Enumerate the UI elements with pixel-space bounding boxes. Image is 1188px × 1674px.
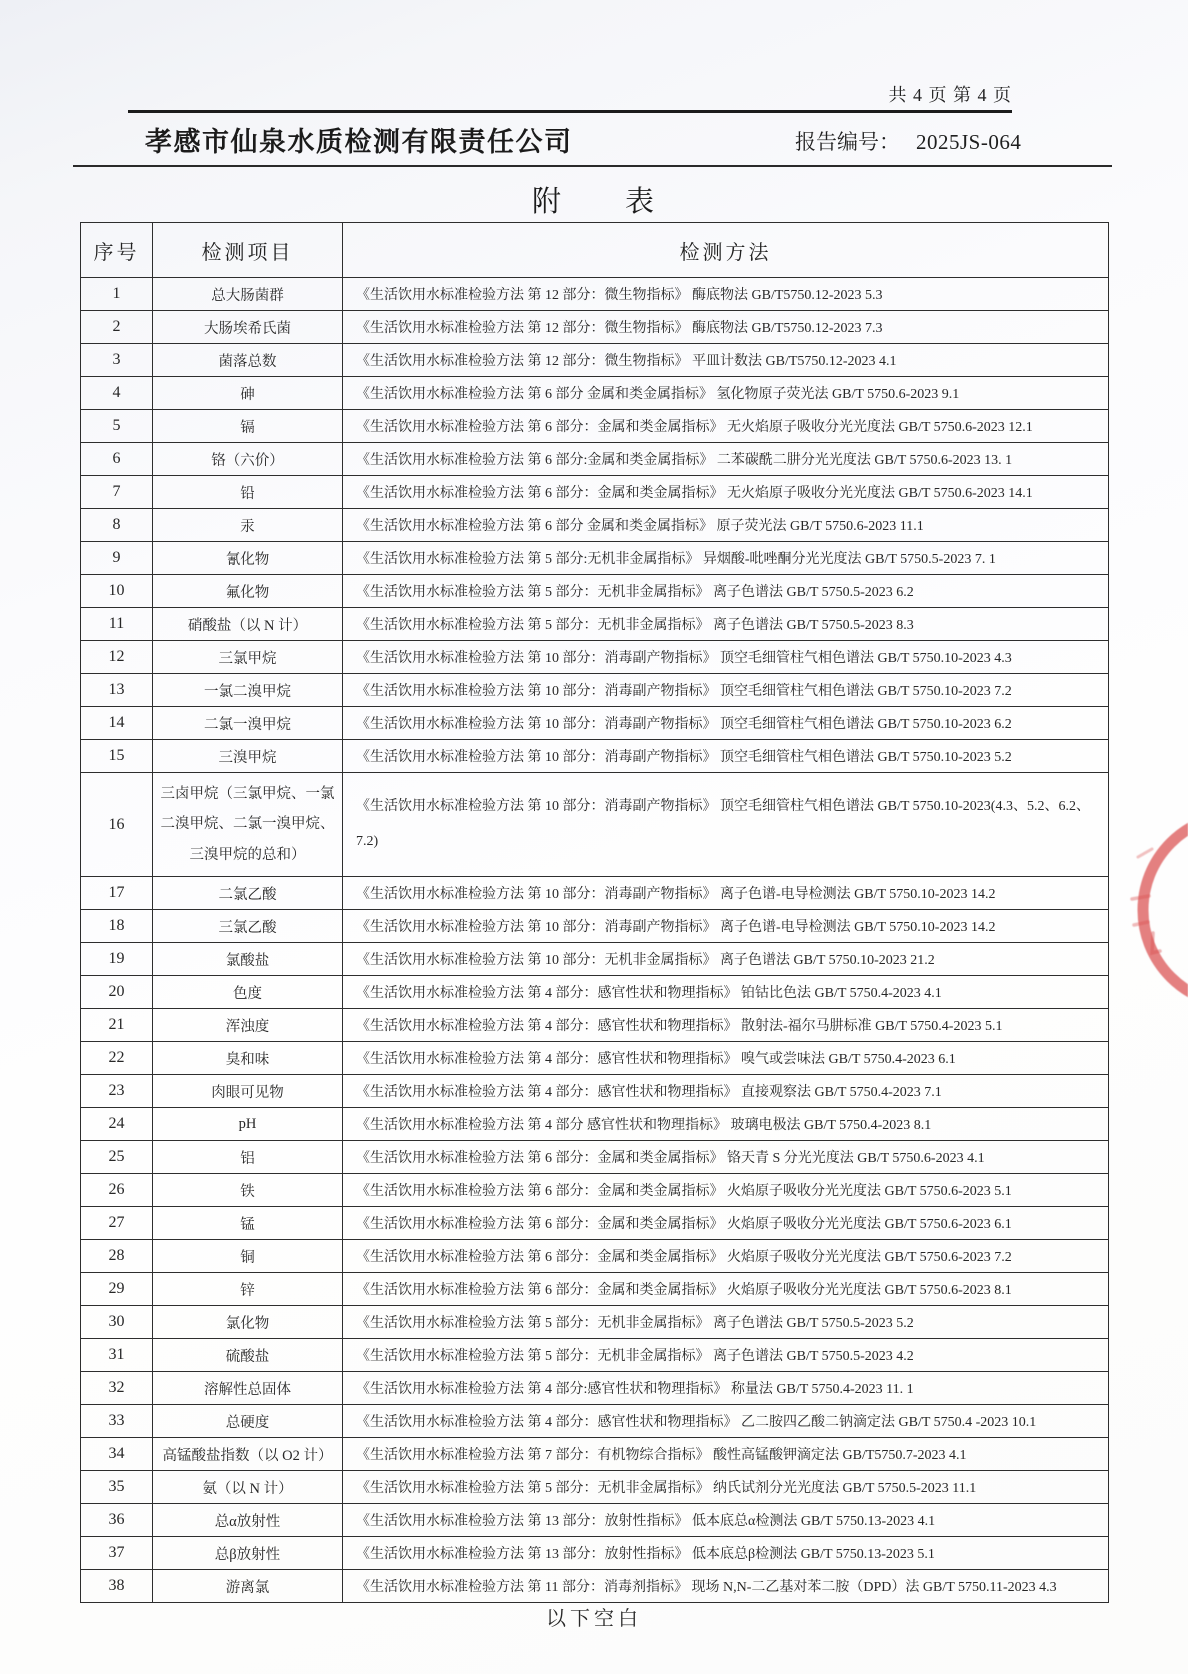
row-item-cell: 总α放射性 (153, 1504, 343, 1537)
row-no-cell: 32 (81, 1372, 153, 1405)
row-method-cell: 《生活饮用水标准检验方法 第 13 部分：放射性指标》 低本底总α检测法 GB/T 5750.13-2023 4.1 (343, 1504, 1109, 1537)
table-row (81, 976, 1109, 1009)
table-row (81, 1273, 1109, 1306)
row-no-cell: 1 (81, 278, 153, 311)
table-row (81, 707, 1109, 740)
table-row (81, 509, 1109, 542)
table-row (81, 476, 1109, 509)
table-row (81, 1174, 1109, 1207)
row-item-cell: 总大肠菌群 (153, 278, 343, 311)
row-item-cell: 铬（六价） (153, 443, 343, 476)
row-method-cell: 《生活饮用水标准检验方法 第 6 部分 金属和类金属指标》 氢化物原子荧光法 GB/T 5750.6-2023 9.1 (343, 377, 1109, 410)
row-no-cell: 36 (81, 1504, 153, 1537)
row-item-cell: 一氯二溴甲烷 (153, 674, 343, 707)
row-no-cell: 35 (81, 1471, 153, 1504)
table-row (81, 877, 1109, 910)
row-method-cell: 《生活饮用水标准检验方法 第 6 部分：金属和类金属指标》 铬天青 S 分光光度法 GB/T 5750.6-2023 4.1 (343, 1141, 1109, 1174)
row-no-cell: 26 (81, 1174, 153, 1207)
row-item-cell: 铅 (153, 476, 343, 509)
table-row (81, 1471, 1109, 1504)
row-method-cell: 《生活饮用水标准检验方法 第 7 部分：有机物综合指标》 酸性高锰酸钾滴定法 GB/T5750.7-2023 4.1 (343, 1438, 1109, 1471)
report-number-label: 报告编号： (795, 130, 900, 154)
row-method-cell: 《生活饮用水标准检验方法 第 12 部分：微生物指标》 酶底物法 GB/T5750.12-2023 7.3 (343, 311, 1109, 344)
row-no-cell: 37 (81, 1537, 153, 1570)
table-row (81, 1438, 1109, 1471)
table-row (81, 1537, 1109, 1570)
row-method-cell: 《生活饮用水标准检验方法 第 10 部分：消毒副产物指标》 顶空毛细管柱气相色谱法 GB/T 5750.10-2023 7.2 (343, 674, 1109, 707)
row-method-cell: 《生活饮用水标准检验方法 第 10 部分：消毒副产物指标》 离子色谱-电导检测法 GB/T 5750.10-2023 14.2 (343, 910, 1109, 943)
row-item-cell: 三氯甲烷 (153, 641, 343, 674)
row-no-cell: 28 (81, 1240, 153, 1273)
stamp-mark (1138, 849, 1152, 857)
row-item-cell: 硝酸盐（以 N 计） (153, 608, 343, 641)
row-method-cell: 《生活饮用水标准检验方法 第 11 部分：消毒剂指标》 现场 N,N-二乙基对苯二胺（DPD）法 GB/T 5750.11-2023 4.3 (343, 1570, 1109, 1603)
table-row (81, 1570, 1109, 1603)
row-no-cell: 4 (81, 377, 153, 410)
row-method-cell: 《生活饮用水标准检验方法 第 6 部分：金属和类金属指标》 火焰原子吸收分光光度法 GB/T 5750.6-2023 6.1 (343, 1207, 1109, 1240)
row-no-cell: 24 (81, 1108, 153, 1141)
appendix-title: 附 表 (531, 186, 656, 218)
row-item-cell: 菌落总数 (153, 344, 343, 377)
row-method-cell: 《生活饮用水标准检验方法 第 6 部分：金属和类金属指标》 无火焰原子吸收分光光度法 GB/T 5750.6-2023 12.1 (343, 410, 1109, 443)
row-no-cell: 18 (81, 910, 153, 943)
row-method-cell: 《生活饮用水标准检验方法 第 10 部分：消毒副产物指标》 顶空毛细管柱气相色谱法 GB/T 5750.10-2023 5.2 (343, 740, 1109, 773)
table-row (81, 1372, 1109, 1405)
table-row (81, 278, 1109, 311)
table-row (81, 773, 1109, 877)
row-item-cell: 三卤甲烷（三氯甲烷、一氯二溴甲烷、二氯一溴甲烷、三溴甲烷的总和） (153, 773, 343, 877)
row-no-cell: 16 (81, 773, 153, 877)
table-row (81, 575, 1109, 608)
row-no-cell: 14 (81, 707, 153, 740)
table-row (81, 1504, 1109, 1537)
row-no-cell: 22 (81, 1042, 153, 1075)
row-method-cell: 《生活饮用水标准检验方法 第 10 部分：消毒副产物指标》 顶空毛细管柱气相色谱法 GB/T 5750.10-2023 6.2 (343, 707, 1109, 740)
row-no-cell: 12 (81, 641, 153, 674)
row-no-cell: 8 (81, 509, 153, 542)
row-method-cell: 《生活饮用水标准检验方法 第 10 部分：无机非金属指标》 离子色谱法 GB/T 5750.10-2023 21.2 (343, 943, 1109, 976)
row-item-cell: 色度 (153, 976, 343, 1009)
row-no-cell: 11 (81, 608, 153, 641)
row-no-cell: 34 (81, 1438, 153, 1471)
row-item-cell: 溶解性总固体 (153, 1372, 343, 1405)
row-no-cell: 10 (81, 575, 153, 608)
row-item-cell: 高锰酸盐指数（以 O2 计） (153, 1438, 343, 1471)
row-method-cell: 《生活饮用水标准检验方法 第 5 部分:无机非金属指标》 异烟酸-吡唑酮分光光度法 GB/T 5750.5-2023 7. 1 (343, 542, 1109, 575)
row-no-cell: 29 (81, 1273, 153, 1306)
row-item-cell: 锌 (153, 1273, 343, 1306)
row-method-cell: 《生活饮用水标准检验方法 第 5 部分：无机非金属指标》 纳氏试剂分光光度法 GB/T 5750.5-2023 11.1 (343, 1471, 1109, 1504)
table-row (81, 542, 1109, 575)
row-item-cell: 氯酸盐 (153, 943, 343, 976)
row-no-cell: 31 (81, 1339, 153, 1372)
row-method-cell: 《生活饮用水标准检验方法 第 6 部分：金属和类金属指标》 无火焰原子吸收分光光度法 GB/T 5750.6-2023 14.1 (343, 476, 1109, 509)
table-row (81, 1306, 1109, 1339)
table-row (81, 740, 1109, 773)
table-row (81, 344, 1109, 377)
row-item-cell: 浑浊度 (153, 1009, 343, 1042)
row-no-cell: 15 (81, 740, 153, 773)
row-method-cell: 《生活饮用水标准检验方法 第 10 部分：消毒副产物指标》 顶空毛细管柱气相色谱法 GB/T 5750.10-2023 4.3 (343, 641, 1109, 674)
row-no-cell: 20 (81, 976, 153, 1009)
row-item-cell: pH (153, 1108, 343, 1141)
header-rule-top (128, 110, 1012, 113)
row-method-cell: 《生活饮用水标准检验方法 第 6 部分：金属和类金属指标》 火焰原子吸收分光光度法 GB/T 5750.6-2023 5.1 (343, 1174, 1109, 1207)
report-number-value: 2025JS-064 (916, 130, 1022, 154)
table-row (81, 1240, 1109, 1273)
table-header-row (81, 223, 1109, 278)
row-method-cell: 《生活饮用水标准检验方法 第 12 部分：微生物指标》 平皿计数法 GB/T5750.12-2023 4.1 (343, 344, 1109, 377)
row-no-cell: 23 (81, 1075, 153, 1108)
col-header-no: 序号 (81, 223, 153, 278)
row-item-cell: 镉 (153, 410, 343, 443)
table-row (81, 641, 1109, 674)
row-no-cell: 38 (81, 1570, 153, 1603)
row-no-cell: 13 (81, 674, 153, 707)
row-item-cell: 硫酸盐 (153, 1339, 343, 1372)
row-method-cell: 《生活饮用水标准检验方法 第 13 部分：放射性指标》 低本底总β检测法 GB/T 5750.13-2023 5.1 (343, 1537, 1109, 1570)
row-no-cell: 19 (81, 943, 153, 976)
row-item-cell: 铁 (153, 1174, 343, 1207)
row-method-cell: 《生活饮用水标准检验方法 第 4 部分：感官性状和物理指标》 嗅气或尝味法 GB/T 5750.4-2023 6.1 (343, 1042, 1109, 1075)
table-row (81, 377, 1109, 410)
row-item-cell: 二氯乙酸 (153, 877, 343, 910)
row-no-cell: 25 (81, 1141, 153, 1174)
stamp-circle-edge (1143, 815, 1188, 1005)
row-no-cell: 6 (81, 443, 153, 476)
table-row (81, 1141, 1109, 1174)
row-no-cell: 9 (81, 542, 153, 575)
report-number (795, 126, 1021, 156)
table-row (81, 608, 1109, 641)
row-item-cell: 三氯乙酸 (153, 910, 343, 943)
row-method-cell: 《生活饮用水标准检验方法 第 4 部分:感官性状和物理指标》 称量法 GB/T 5750.4-2023 11. 1 (343, 1372, 1109, 1405)
row-no-cell: 21 (81, 1009, 153, 1042)
row-method-cell: 《生活饮用水标准检验方法 第 12 部分：微生物指标》 酶底物法 GB/T5750.12-2023 5.3 (343, 278, 1109, 311)
row-no-cell: 7 (81, 476, 153, 509)
row-item-cell: 汞 (153, 509, 343, 542)
row-method-cell: 《生活饮用水标准检验方法 第 4 部分：感官性状和物理指标》 直接观察法 GB/T 5750.4-2023 7.1 (343, 1075, 1109, 1108)
row-item-cell: 氨（以 N 计） (153, 1471, 343, 1504)
page-indicator: 共 4 页 第 4 页 (888, 85, 1012, 105)
table-row (81, 910, 1109, 943)
row-item-cell: 氟化物 (153, 575, 343, 608)
table-row (81, 1207, 1109, 1240)
row-item-cell: 游离氯 (153, 1570, 343, 1603)
row-method-cell: 《生活饮用水标准检验方法 第 10 部分：消毒副产物指标》 顶空毛细管柱气相色谱法 GB/T 5750.10-2023(4.3、5.2、6.2、7.2) (343, 773, 1109, 877)
row-method-cell: 《生活饮用水标准检验方法 第 4 部分：感官性状和物理指标》 散射法-福尔马肼标准 GB/T 5750.4-2023 5.1 (343, 1009, 1109, 1042)
table-row (81, 1405, 1109, 1438)
table-row (81, 1339, 1109, 1372)
row-method-cell: 《生活饮用水标准检验方法 第 4 部分 感官性状和物理指标》 玻璃电极法 GB/T 5750.4-2023 8.1 (343, 1108, 1109, 1141)
table-row (81, 1108, 1109, 1141)
row-no-cell: 27 (81, 1207, 153, 1240)
table-row (81, 943, 1109, 976)
table-row (81, 1075, 1109, 1108)
row-method-cell: 《生活饮用水标准检验方法 第 6 部分：金属和类金属指标》 火焰原子吸收分光光度法 GB/T 5750.6-2023 8.1 (343, 1273, 1109, 1306)
row-item-cell: 肉眼可见物 (153, 1075, 343, 1108)
row-method-cell: 《生活饮用水标准检验方法 第 4 部分：感官性状和物理指标》 乙二胺四乙酸二钠滴定法 GB/T 5750.4 -2023 10.1 (343, 1405, 1109, 1438)
footer-note: 以下空白 (546, 1608, 642, 1630)
table-row (81, 1009, 1109, 1042)
table-row (81, 311, 1109, 344)
row-item-cell: 大肠埃希氏菌 (153, 311, 343, 344)
row-no-cell: 33 (81, 1405, 153, 1438)
row-no-cell: 5 (81, 410, 153, 443)
row-item-cell: 铜 (153, 1240, 343, 1273)
red-stamp-arc (1068, 815, 1188, 1015)
table-row (81, 1042, 1109, 1075)
company-name: 孝感市仙泉水质检测有限责任公司 (145, 127, 573, 157)
row-item-cell: 三溴甲烷 (153, 740, 343, 773)
row-no-cell: 30 (81, 1306, 153, 1339)
row-no-cell: 17 (81, 877, 153, 910)
row-method-cell: 《生活饮用水标准检验方法 第 5 部分：无机非金属指标》 离子色谱法 GB/T 5750.5-2023 5.2 (343, 1306, 1109, 1339)
row-item-cell: 氯化物 (153, 1306, 343, 1339)
row-item-cell: 锰 (153, 1207, 343, 1240)
row-method-cell: 《生活饮用水标准检验方法 第 6 部分：金属和类金属指标》 火焰原子吸收分光光度法 GB/T 5750.6-2023 7.2 (343, 1240, 1109, 1273)
row-method-cell: 《生活饮用水标准检验方法 第 10 部分：消毒副产物指标》 离子色谱-电导检测法 GB/T 5750.10-2023 14.2 (343, 877, 1109, 910)
row-method-cell: 《生活饮用水标准检验方法 第 4 部分：感官性状和物理指标》 铂钴比色法 GB/T 5750.4-2023 4.1 (343, 976, 1109, 1009)
row-item-cell: 砷 (153, 377, 343, 410)
col-header-method: 检测方法 (343, 223, 1109, 278)
row-item-cell: 臭和味 (153, 1042, 343, 1075)
method-table (80, 222, 1109, 1603)
row-method-cell: 《生活饮用水标准检验方法 第 5 部分：无机非金属指标》 离子色谱法 GB/T 5750.5-2023 8.3 (343, 608, 1109, 641)
row-method-cell: 《生活饮用水标准检验方法 第 5 部分：无机非金属指标》 离子色谱法 GB/T 5750.5-2023 4.2 (343, 1339, 1109, 1372)
row-method-cell: 《生活饮用水标准检验方法 第 6 部分 金属和类金属指标》 原子荧光法 GB/T 5750.6-2023 11.1 (343, 509, 1109, 542)
header-rule-bottom (73, 165, 1112, 167)
row-item-cell: 总β放射性 (153, 1537, 343, 1570)
row-no-cell: 3 (81, 344, 153, 377)
row-method-cell: 《生活饮用水标准检验方法 第 6 部分:金属和类金属指标》 二苯碳酰二肼分光光度法 GB/T 5750.6-2023 13. 1 (343, 443, 1109, 476)
row-item-cell: 总硬度 (153, 1405, 343, 1438)
row-item-cell: 氰化物 (153, 542, 343, 575)
row-item-cell: 铝 (153, 1141, 343, 1174)
row-method-cell: 《生活饮用水标准检验方法 第 5 部分：无机非金属指标》 离子色谱法 GB/T 5750.5-2023 6.2 (343, 575, 1109, 608)
table-row (81, 674, 1109, 707)
table-row (81, 443, 1109, 476)
row-item-cell: 二氯一溴甲烷 (153, 707, 343, 740)
col-header-item: 检测项目 (153, 223, 343, 278)
table-row (81, 410, 1109, 443)
row-no-cell: 2 (81, 311, 153, 344)
